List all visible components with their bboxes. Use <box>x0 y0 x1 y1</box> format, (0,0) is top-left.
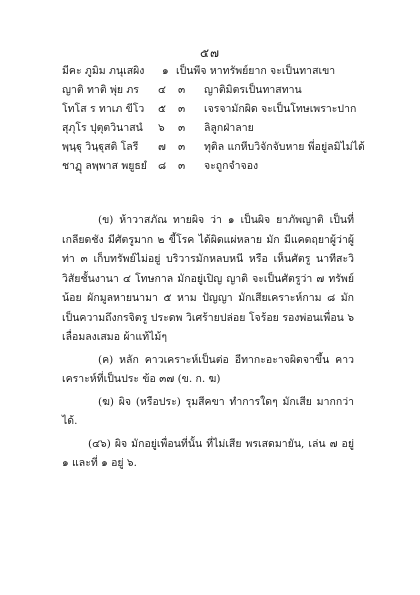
row-text: ญาติมิตรเป็นทาสทาน <box>204 84 302 96</box>
row-name: ญาติ ทาติ พุ่ย ภร <box>62 84 139 96</box>
page-number: ๕๗ <box>199 46 221 60</box>
row-name: ชาฏุ ลพฺพาส พยูธยํ <box>62 160 147 172</box>
row-name: พฺนฺฐุ วินฺฐุสติ โลรี <box>62 141 139 153</box>
row-mark: ๓ <box>178 141 186 153</box>
row-text: ลิลูกฝ่าลาย <box>204 122 254 134</box>
row-name: สุภุโร ปุตุตวินาสนํ <box>62 122 143 134</box>
body-text <box>62 211 354 477</box>
row-mark: ๓ <box>178 160 186 172</box>
row-text: เจรจามักผิด จะเป็นโทษเพราะปาก <box>204 103 357 115</box>
paragraph-kha: (ค) หลัก คาวเคราะห์เป็นต่อ อีทากะอะาจผิดจาขึ้น คาวเคราะห์ที่เป็นประ ข้อ ๓๗ (ข. ก. ฆ) <box>62 353 354 385</box>
table-row <box>62 138 382 157</box>
paragraph-kho: (ข) ห้าวาสภัณ ทายผิจ ว่า ๑ เป็นผิจ ยาภัพญาติ เป็นที่เกลียดชัง มีศัตรูมาก ๒ ขี้โรค ได้ผิดแผ่หลาย มัก มีแคดฤยาผู้ว่าผู้ท่า ๓ เก็บทรัพย์ไม่อยู่ บริวารมักหลบหนี หรือ เห็นศัตรู นาทีสะวิวิสัยชั้นงานา ๔ โทษกาล มักอยู่เปิญ ญาติ จะเป็นศัตรูว่า ๗ ทรัพย์น้อย ผักมูลหายนามา ๕ หาม ปัญญา มักเสียเคราะห์กาม ๘ มักเป็นความถึงกรจิตรู ประดพ วิเศร้ายปล่อย โจร้อย รองพ่อนเพื่อน ๖ เลื่อมลงเสมอ ผ้าแท้ไม้ๆ <box>62 214 354 343</box>
row-number: ๕ <box>158 103 166 115</box>
row-name: มีคะ ภูมิม ภนุเสผิง <box>62 65 145 77</box>
row-mark: ๓ <box>178 103 186 115</box>
row-text: เป็นพีจ หาทรัพย์ยาก จะเป็นทาสเขา <box>176 65 336 77</box>
row-text: ทุติล แกหีบวิจักจับหาย พี่อยู่ลมิไม่ได้ <box>204 141 365 153</box>
row-number: ๗ <box>158 141 166 153</box>
row-number: ๑ <box>162 65 169 77</box>
row-mark: ๓ <box>178 122 186 134</box>
table-row <box>62 81 382 100</box>
paragraph-khong: (ฆ) ผิจ (หรือประ) รุมสีคขา ทำการใดๆ มักเสีย มากกว่าได้. <box>62 395 354 427</box>
row-number: ๖ <box>158 122 165 134</box>
table-row <box>62 62 382 81</box>
table-row <box>62 157 382 176</box>
row-number: ๔ <box>158 84 166 96</box>
table-row <box>62 119 382 138</box>
fortune-table <box>62 62 382 176</box>
row-name: โทโส ร ทาเภ ขีโว <box>62 103 145 115</box>
table-row <box>62 100 382 119</box>
row-number: ๘ <box>158 160 167 172</box>
row-mark: ๓ <box>178 84 186 96</box>
paragraph-46: (๔๖) ผิจ มักอยู่เพื่อนที่นั้น ที่ไม่เสีย พรเสดมายัน, เล่น ๗ อยู่ ๑ และที่ ๑ อยู่ ๖. <box>62 437 354 469</box>
row-text: จะถูกจำจอง <box>204 160 259 172</box>
